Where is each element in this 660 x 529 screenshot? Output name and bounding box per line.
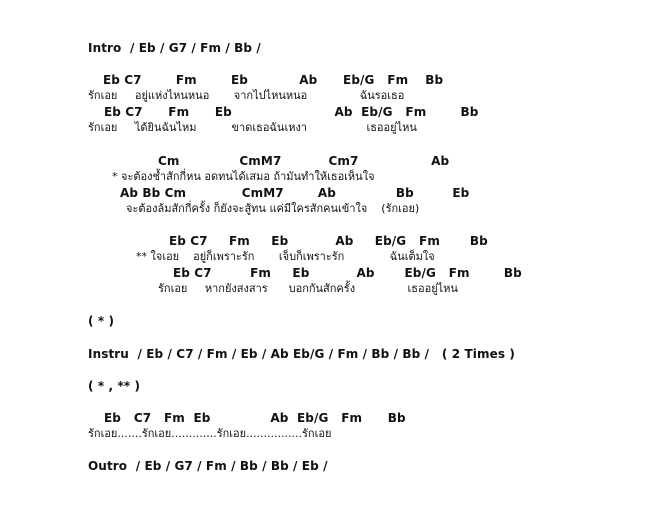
chord-line-7: Eb C7 Fm Eb Ab Eb/G Fm Bb: [104, 411, 406, 425]
lyric-line-3: * จะต้องช้ำสักกี่หน อดทนได้เสมอ ถ้ามันทำให้เธอเห็นใจ: [112, 170, 375, 183]
lyric-line-6: รักเอย หากยังสงสาร บอกกันสักครั้ง เธออยู่ไหน: [158, 282, 458, 295]
lyric-line-5: ** ใจเอย อยู่ก็เพราะรัก เจ็บก็เพราะรัก ฉันเต็มใจ: [136, 250, 435, 263]
outro-line: Outro / Eb / G7 / Fm / Bb / Bb / Eb /: [88, 459, 328, 473]
lyric-line-1: รักเอย อยู่แห่งไหนหนอ จากไปไหนหนอ ฉันรอเธอ: [88, 89, 405, 102]
repeat-marker-2: ( * , ** ): [88, 379, 141, 393]
lyric-line-4: จะต้องล้มสักกี่ครั้ง ก็ยังจะสู้ทน แค่มีใครสักคนเข้าใจ (รักเอย): [126, 202, 420, 215]
chord-line-1: Eb C7 Fm Eb Ab Eb/G Fm Bb: [103, 73, 444, 87]
instru-line: Instru / Eb / C7 / Fm / Eb / Ab Eb/G / Fm / Bb / Bb / ( 2 Times ): [88, 347, 515, 361]
chord-line-6: Eb C7 Fm Eb Ab Eb/G Fm Bb: [173, 266, 522, 280]
intro-line: Intro / Eb / G7 / Fm / Bb /: [88, 41, 261, 55]
lyric-line-7: รักเอย.......รักเอย.............รักเอย................รักเอย: [88, 427, 332, 440]
repeat-marker-1: ( * ): [88, 314, 115, 328]
chord-line-2: Eb C7 Fm Eb Ab Eb/G Fm Bb: [104, 105, 479, 119]
chord-line-5: Eb C7 Fm Eb Ab Eb/G Fm Bb: [169, 234, 488, 248]
chord-line-4: Ab Bb Cm CmM7 Ab Bb Eb: [120, 186, 470, 200]
chord-line-3: Cm CmM7 Cm7 Ab: [158, 154, 450, 168]
lyric-line-2: รักเอย ได้ยินฉันไหม ขาดเธอฉันเหงา เธออยู่ไหน: [88, 121, 417, 134]
